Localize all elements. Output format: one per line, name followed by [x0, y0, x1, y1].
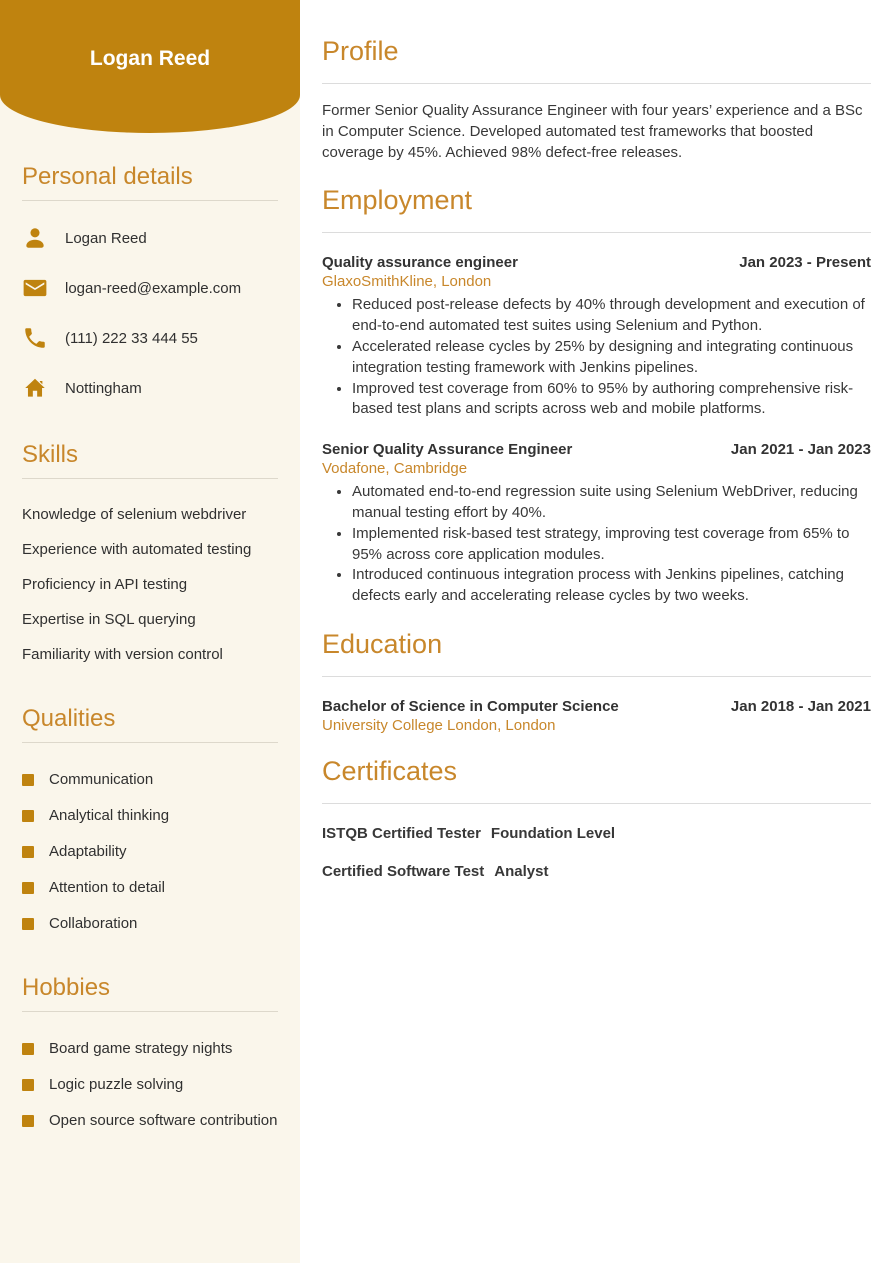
job-achievement: • Reduced post-release defects by 40% through development and execution of end-to-end automated test suites using Selenium and Python.: [352, 295, 871, 337]
divider: [322, 803, 871, 804]
quality-label: Communication: [49, 771, 154, 788]
job-dates: Jan 2021 - Jan 2023: [730, 441, 871, 459]
hobby-item: [22, 1110, 278, 1131]
quality-label: Adaptability: [49, 843, 127, 860]
envelope-icon: [22, 275, 48, 301]
personal-detail-phone: (111) 222 33 444 55: [65, 329, 198, 347]
education-dates: Jan 2018 - Jan 2021: [730, 697, 871, 715]
school-name: University College London, London: [322, 716, 556, 734]
square-bullet-icon: [22, 882, 34, 894]
divider: [322, 83, 871, 84]
job-company: GlaxoSmithKline, London: [322, 273, 492, 291]
skill-item: Proficiency in API testing: [22, 576, 188, 593]
skill-item: Knowledge of selenium webdriver: [22, 506, 247, 523]
phone-icon: [22, 325, 48, 351]
divider: [22, 200, 278, 201]
skill-item: Expertise in SQL querying: [22, 611, 196, 628]
qualities-section: [0, 705, 300, 934]
hobby-label: Board game strategy nights: [49, 1040, 233, 1057]
job-dates: Jan 2023 - Present: [739, 254, 871, 272]
hobbies-heading: Hobbies: [22, 974, 111, 1001]
hobby-item: [22, 1038, 278, 1059]
education-entry: [322, 698, 871, 734]
hobbies-list: [22, 1038, 278, 1131]
job-achievement: • Implemented risk-based test strategy, improving test coverage from 65% to 95% across core application modules.: [352, 524, 871, 566]
job-achievements-list: [322, 482, 871, 607]
profile-summary: Former Senior Quality Assurance Engineer with four years’ experience and a BSc in Computer Science. Developed automated test frameworks that boosted coverage by 45%. Achieved 98% defect-free releases.: [322, 102, 863, 161]
job-achievement: • Accelerated release cycles by 25% by designing and integrating continuous integration testing framework with Jenkins pipelines.: [352, 337, 871, 379]
quality-item: [22, 877, 278, 898]
square-bullet-icon: [22, 810, 34, 822]
quality-label: Analytical thinking: [49, 807, 170, 824]
job-achievement: • Introduced continuous integration process with Jenkins pipelines, catching defects early and accelerating release cycles by two weeks.: [352, 565, 871, 607]
employment-section: [322, 185, 871, 607]
quality-item: [22, 769, 278, 790]
candidate-name: Logan Reed: [89, 47, 211, 70]
profile-heading: Profile: [322, 36, 399, 66]
certificate-name: ISTQB Certified Tester: [322, 824, 481, 842]
square-bullet-icon: [22, 1115, 34, 1127]
employment-heading: Employment: [322, 185, 473, 216]
personal-detail-email-row: [22, 275, 278, 301]
personal-details-section: [0, 163, 300, 401]
job-header: [322, 441, 871, 458]
skills-section: [0, 441, 300, 665]
main-content: [300, 0, 893, 1263]
job-entry: [322, 441, 871, 607]
person-icon: [22, 225, 48, 251]
personal-detail-name: Logan Reed: [65, 229, 147, 247]
job-achievement: • Automated end-to-end regression suite using Selenium WebDriver, reducing manual testing effort by 40%.: [352, 482, 871, 524]
hobby-item: [22, 1074, 278, 1095]
hobby-label: Logic puzzle solving: [49, 1076, 184, 1093]
divider: [322, 232, 871, 233]
sidebar: [0, 0, 300, 1263]
quality-item: [22, 841, 278, 862]
quality-item: [22, 805, 278, 826]
certificate-name: Certified Software Test: [322, 862, 485, 880]
personal-detail-location: Nottingham: [65, 379, 142, 397]
sidebar-header-banner: [0, 0, 300, 133]
square-bullet-icon: [22, 1079, 34, 1091]
certificate-detail: Analyst: [494, 862, 549, 880]
quality-item: [22, 913, 278, 934]
job-header: [322, 254, 871, 271]
education-header: [322, 698, 871, 715]
hobbies-section: [0, 974, 300, 1131]
certificate-detail: Foundation Level: [490, 824, 616, 842]
quality-label: Collaboration: [49, 915, 138, 932]
job-company: Vodafone, Cambridge: [322, 460, 468, 478]
divider: [22, 1011, 278, 1012]
certificate-item: [322, 825, 871, 842]
job-title: Quality assurance engineer: [322, 254, 518, 272]
hobby-label: Open source software contribution: [49, 1112, 278, 1129]
skills-list: [22, 504, 278, 665]
square-bullet-icon: [22, 1043, 34, 1055]
job-entry: [322, 254, 871, 420]
personal-detail-name-row: [22, 225, 278, 251]
certificates-section: [322, 756, 871, 880]
divider: [22, 478, 278, 479]
skill-item: Experience with automated testing: [22, 541, 252, 558]
divider: [22, 742, 278, 743]
square-bullet-icon: [22, 846, 34, 858]
home-icon: [22, 375, 48, 401]
job-title: Senior Quality Assurance Engineer: [322, 441, 573, 459]
personal-detail-phone-row: [22, 325, 278, 351]
quality-label: Attention to detail: [49, 879, 165, 896]
personal-detail-location-row: [22, 375, 278, 401]
skill-item: Familiarity with version control: [22, 646, 223, 663]
personal-details-heading: Personal details: [22, 163, 193, 190]
job-achievements-list: [322, 295, 871, 420]
square-bullet-icon: [22, 774, 34, 786]
qualities-heading: Qualities: [22, 705, 116, 732]
certificates-heading: Certificates: [322, 755, 458, 786]
certificate-item: [322, 863, 871, 880]
square-bullet-icon: [22, 918, 34, 930]
qualities-list: [22, 769, 278, 934]
divider: [322, 676, 871, 677]
skills-heading: Skills: [22, 441, 79, 468]
profile-section: [322, 36, 871, 163]
education-section: [322, 629, 871, 734]
job-achievement: • Improved test coverage from 60% to 95% by authoring comprehensive risk-based test plans and scripts across web and mobile platforms.: [352, 379, 871, 421]
personal-detail-email: logan-reed@example.com: [65, 279, 242, 297]
education-heading: Education: [322, 628, 443, 659]
degree-title: Bachelor of Science in Computer Science: [322, 697, 619, 715]
